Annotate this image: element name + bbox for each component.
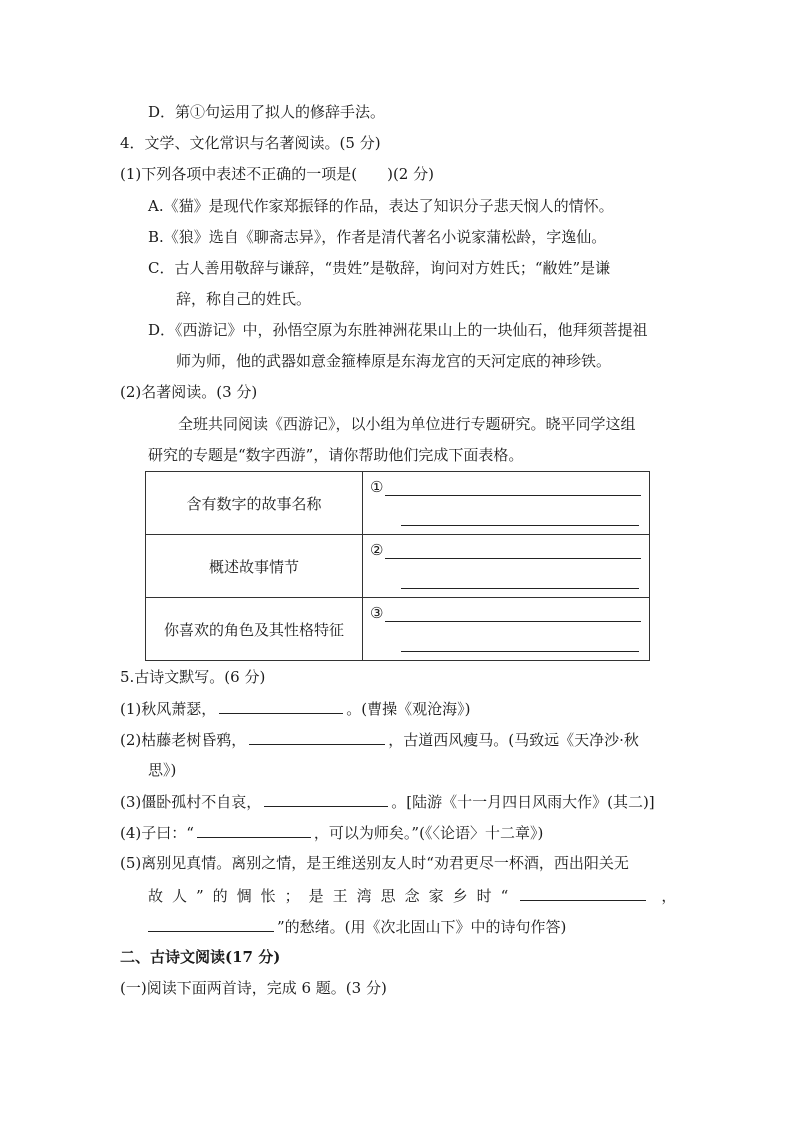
fill-blank[interactable] [197, 822, 311, 838]
fill-blank[interactable] [264, 791, 388, 807]
fill-blank[interactable] [520, 885, 646, 901]
q5-item-2-cont: 思》) [148, 761, 177, 779]
q4-option-c-line2: 辞，称自己的姓氏。 [176, 290, 312, 308]
answer-line [385, 621, 641, 622]
q5-item-4-pre: (4)子曰：“ [120, 824, 194, 842]
table-row-label: 你喜欢的角色及其性格特征 [146, 598, 363, 661]
q5-heading: 5.古诗文默写。(6 分) [120, 668, 266, 686]
q5-item-3-pre: (3)僵卧孤村不自哀， [120, 793, 262, 811]
q5-item-5-line3-post: ”的愁绪。(用《次北固山下》中的诗句作答) [277, 918, 567, 936]
table-row [146, 535, 650, 598]
answer-number: ③ [370, 604, 384, 622]
answer-number: ② [370, 541, 384, 559]
q4-sub1-prompt: (1)下列各项中表述不正确的一项是( )(2 分) [120, 165, 434, 183]
q4-sub2-prompt: (2)名著阅读。(3 分) [120, 383, 258, 401]
q5-item-3 [120, 791, 655, 812]
q4-heading: 4．文学、文化常识与名著阅读。(5 分) [120, 134, 381, 152]
q5-item-3-post: 。[陆游《十一月四日风雨大作》(其二)] [391, 793, 655, 811]
table-row [146, 598, 650, 661]
q5-item-1-pre: (1)秋风萧瑟， [120, 700, 217, 718]
section-2-sub1: (一)阅读下面两首诗，完成 6 题。(3 分) [120, 979, 387, 997]
q4-option-b: B.《狼》选自《聊斋志异》，作者是清代著名小说家蒲松龄，字逸仙。 [148, 228, 607, 246]
q4-option-d-line1: D．《西游记》中，孙悟空原为东胜神洲花果山上的一块仙石，他拜须菩提祖 [148, 321, 648, 339]
answer-cell[interactable] [363, 535, 650, 598]
q5-item-4 [120, 822, 543, 843]
q5-item-1-post: 。(曹操《观沧海》) [346, 700, 471, 718]
table-row [146, 472, 650, 535]
answer-cell[interactable] [363, 598, 650, 661]
answer-cell[interactable] [363, 472, 650, 535]
q5-item-5-line1: (5)离别见真情。离别之情，是王维送别友人时“劝君更尽一杯酒，西出阳关无 [120, 854, 629, 872]
q5-item-2 [120, 729, 639, 750]
q5-item-5-line2-text: 故人”的惆怅；是王湾思念家乡时“ [148, 887, 518, 905]
answer-table [145, 471, 650, 661]
q5-item-5-line3 [148, 916, 566, 937]
fill-blank[interactable] [249, 729, 385, 745]
q4-option-d-line2: 师为师，他的武器如意金箍棒原是东海龙宫的天河定底的神珍铁。 [176, 352, 612, 370]
answer-line [401, 588, 639, 589]
fill-blank[interactable] [148, 916, 274, 932]
q5-item-5-line2 [148, 885, 676, 906]
q3-option-d: D．第①句运用了拟人的修辞手法。 [148, 103, 386, 121]
table-row-label: 含有数字的故事名称 [146, 472, 363, 535]
q5-item-1 [120, 698, 470, 719]
q5-item-5-comma: ， [661, 887, 677, 905]
answer-number: ① [370, 478, 384, 496]
answer-line [385, 558, 641, 559]
q5-item-4-post: ，可以为师矣。”(《〈论语〉十二章》) [313, 824, 544, 842]
answer-line [401, 651, 639, 652]
fill-blank[interactable] [219, 698, 343, 714]
q4-option-a: A.《猫》是现代作家郑振铎的作品，表达了知识分子悲天悯人的情怀。 [148, 197, 614, 215]
q4-option-c-line1: C．古人善用敬辞与谦辞，“贵姓”是敬辞，询问对方姓氏；“敝姓”是谦 [148, 259, 611, 277]
q5-item-2-pre: (2)枯藤老树昏鸦， [120, 731, 247, 749]
q4-sub2-text-line1: 全班共同阅读《西游记》，以小组为单位进行专题研究。晓平同学这组 [178, 415, 636, 433]
answer-line [401, 525, 639, 526]
q4-sub2-text-line2: 研究的专题是“数字西游”，请你帮助他们完成下面表格。 [148, 446, 524, 464]
table-row-label: 概述故事情节 [146, 535, 363, 598]
q5-item-2-post: ，古道西风瘦马。(马致远《天净沙·秋 [388, 731, 639, 749]
section-2-heading: 二、古诗文阅读(17 分) [120, 948, 281, 966]
answer-line [385, 495, 641, 496]
